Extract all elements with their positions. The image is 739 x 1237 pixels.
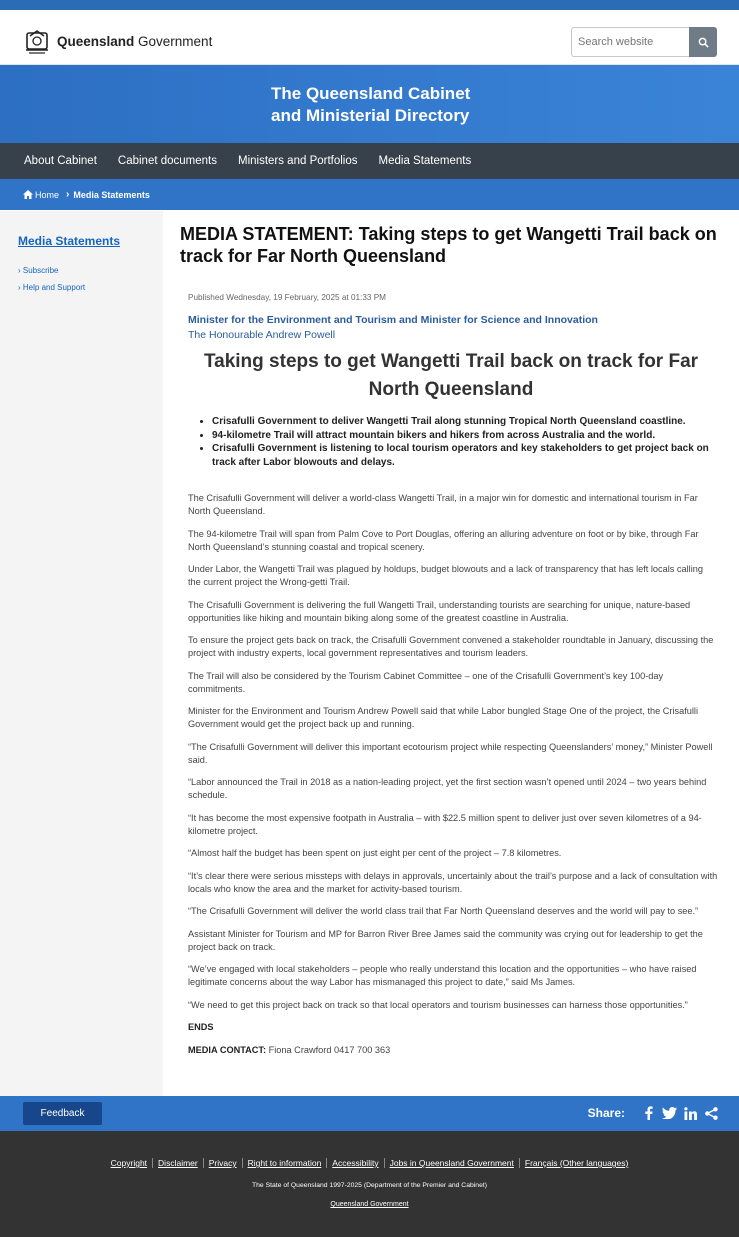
article-paragraph: “We’ve engaged with local stakeholders – people who really understand this location and the opportunities – who have raised legitimate concerns about the way Labor has mismanaged this project to date,” said Ms James.	[188, 964, 697, 987]
chevron-right-icon: ›	[18, 266, 23, 275]
share-bar	[588, 1105, 719, 1121]
key-points-list	[212, 415, 717, 469]
nav-item-ministers-portfolios[interactable]: Ministers and Portfolios	[237, 155, 358, 167]
site-footer	[0, 1131, 739, 1237]
nav-item-cabinet-documents[interactable]: Cabinet documents	[117, 155, 217, 167]
sidebar-link-label: Subscribe	[22, 266, 59, 275]
facebook-icon[interactable]	[640, 1105, 656, 1121]
article-paragraph: Assistant Minister for Tourism and MP for Barron River Bree James said the community was crying out for leadership to get the project back on track.	[188, 928, 703, 952]
coat-of-arms-icon	[23, 27, 51, 55]
footer-links	[0, 1158, 739, 1168]
linkedin-icon[interactable]	[682, 1105, 698, 1121]
footer-link-languages[interactable]: Français (Other languages)	[519, 1158, 633, 1168]
article-paragraph: “We need to get this project back on track so that local operators and tourism businesses can harness those opportunities.”	[188, 999, 688, 1010]
media-contact-value: Fiona Crawford 0417 700 363	[266, 1044, 391, 1055]
feedback-bar	[0, 1096, 739, 1131]
sidebar-link-subscribe[interactable]	[18, 266, 58, 275]
page-banner	[0, 65, 739, 143]
breadcrumb-home-label: Home	[35, 189, 60, 200]
search-input[interactable]	[571, 27, 689, 57]
footer-link-copyright[interactable]: Copyright	[110, 1158, 148, 1168]
footer-link-qld-government[interactable]: Queensland Government	[330, 1201, 409, 1208]
search-icon	[698, 37, 709, 48]
breadcrumb	[0, 179, 739, 210]
site-search	[571, 27, 717, 57]
minister-title: Minister for the Environment and Tourism and Minister for Science and Innovation	[188, 314, 598, 326]
published-date: Published Wednesday, 19 February, 2025 at 01:33 PM	[188, 293, 386, 302]
breadcrumb-current: Media Statements	[73, 189, 150, 200]
article-headline: Taking steps to get Wangetti Trail back on track for Far North Queensland	[203, 351, 699, 400]
article-paragraph: The Trail will also be considered by the Tourism Cabinet Committee – one of the Crisafulli Government’s key 100-day commitments.	[188, 670, 664, 694]
key-point: • Crisafulli Government to deliver Wangetti Trail along stunning Tropical North Queensland coastline.	[212, 415, 717, 429]
footer-link-disclaimer[interactable]: Disclaimer	[152, 1158, 203, 1168]
banner-title-line2: and Ministerial Directory	[271, 106, 470, 125]
minister-name: The Honourable Andrew Powell	[188, 329, 336, 341]
footer-link-accessibility[interactable]: Accessibility	[326, 1158, 383, 1168]
breadcrumb-home[interactable]	[23, 190, 59, 200]
article-paragraph: “The Crisafulli Government will deliver this important ecotourism project while respecting Queenslanders’ money,” Minister Powell said.	[188, 741, 713, 765]
footer-link-right-to-information[interactable]: Right to information	[242, 1158, 327, 1168]
key-point: • Crisafulli Government is listening to local tourism operators and key stakeholders to get project back on track after Labor blowouts and delays.	[212, 442, 717, 469]
sidebar	[0, 211, 163, 1096]
article-paragraph: “The Crisafulli Government will deliver the world class trail that Far North Queensland deserves and the world will pay to see.”	[188, 906, 699, 916]
logo-wordmark: Queensland Government	[57, 33, 213, 49]
share-label: Share:	[587, 1106, 625, 1120]
search-button[interactable]	[689, 27, 717, 57]
main-content	[163, 211, 739, 1096]
page-title: MEDIA STATEMENT: Taking steps to get Wangetti Trail back on track for Far North Queensland	[180, 224, 717, 266]
sidebar-link-help-support[interactable]	[18, 283, 85, 292]
top-strip	[0, 0, 739, 10]
banner-title[interactable]	[271, 83, 470, 127]
media-contact-label: MEDIA CONTACT:	[188, 1044, 267, 1055]
chevron-right-icon: ›	[66, 189, 70, 200]
article-paragraph: The 94-kilometre Trail will span from Palm Cove to Port Douglas, offering an alluring adventure on foot or by bike, through Far North Queensland’s stunning coastal and tropical scenery.	[188, 528, 699, 552]
article-paragraph: “It’s clear there were serious missteps with delays in approvals, uncertainly about the trail’s purpose and a lack of consultation with locals who know the area and the market for activity-based tourism.	[188, 870, 718, 894]
ends-marker: ENDS	[188, 1022, 214, 1032]
article-paragraph: The Crisafulli Government will deliver a world-class Wangetti Trail, in a major win for domestic and international tourism in Far North Queensland.	[188, 493, 698, 516]
article-body	[188, 492, 718, 1066]
article-paragraph: Under Labor, the Wangetti Trail was plagued by holdups, budget blowouts and a lack of transparency that has left locals calling the current project the Wrong-getti Trail.	[188, 564, 703, 587]
sidebar-link-label: Help and Support	[22, 283, 86, 292]
article-paragraph: To ensure the project gets back on track, the Crisafulli Government convened a stakeholder roundtable in January, discussing the project with industry experts, local government representatives and tourism leaders.	[188, 635, 714, 658]
media-contact	[188, 1044, 718, 1057]
nav-item-media-statements[interactable]: Media Statements	[378, 155, 472, 167]
main-nav	[0, 143, 739, 179]
qld-gov-logo[interactable]	[23, 27, 212, 55]
article-paragraph: “It has become the most expensive footpath in Australia – with $22.5 million spent to deliver just over seven kilometres of a 94-kilometre project.	[188, 812, 702, 836]
article-paragraph: The Crisafulli Government is delivering the full Wangetti Trail, understanding tourists are searching for unique, nature-based opportunities like hiking and mountain biking along some of the greatest coastline in Australia.	[188, 599, 691, 623]
content-area	[0, 211, 739, 1096]
twitter-icon[interactable]	[661, 1105, 677, 1121]
footer-link-jobs[interactable]: Jobs in Queensland Government	[384, 1158, 519, 1168]
share-icon[interactable]	[703, 1105, 719, 1121]
copyright-notice: The State of Queensland 1997-2025 (Department of the Premier and Cabinet)	[251, 1182, 487, 1189]
article-paragraph: “Labor announced the Trail in 2018 as a nation-leading project, yet the first section wasn’t opened until 2024 – two years behind schedule.	[188, 777, 707, 800]
feedback-button[interactable]: Feedback	[23, 1102, 102, 1125]
banner-title-line1: The Queensland Cabinet	[271, 84, 471, 103]
nav-item-about-cabinet[interactable]: About Cabinet	[24, 155, 97, 167]
article-paragraph: Minister for the Environment and Tourism Andrew Powell said that while Labor bungled Stage One of the project, the Crisafulli Government would get the project back up and running.	[188, 706, 699, 729]
article-paragraph: “Almost half the budget has been spent on just eight per cent of the project – 7.8 kilometres.	[188, 848, 562, 858]
home-icon	[23, 190, 33, 199]
site-header	[0, 10, 739, 65]
footer-link-privacy[interactable]: Privacy	[203, 1158, 242, 1168]
key-point: • 94-kilometre Trail will attract mountain bikers and hikers from across Australia and the world.	[212, 429, 717, 443]
sidebar-title-media-statements[interactable]: Media Statements	[18, 234, 121, 248]
chevron-right-icon: ›	[18, 283, 23, 292]
